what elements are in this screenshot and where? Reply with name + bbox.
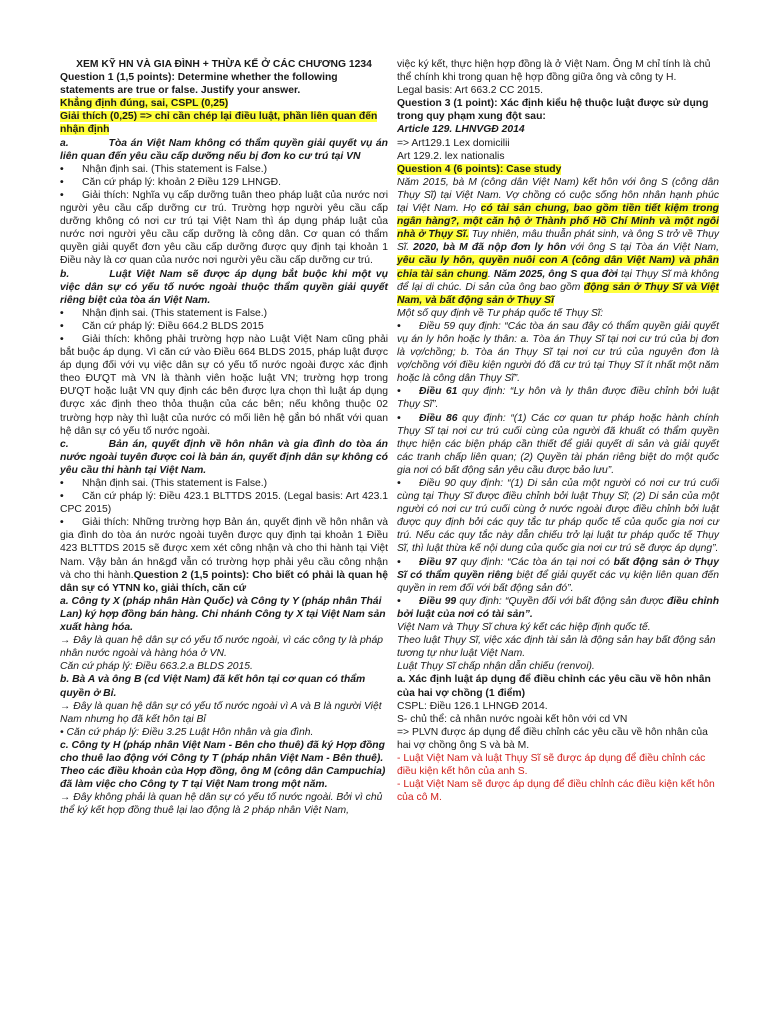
left-column bbox=[60, 58, 388, 817]
highlight-text: Giải thích (0,25) => chỉ cần chép lại điều luật, phần liên quan đến nhận định bbox=[60, 111, 378, 136]
statement-a bbox=[60, 137, 388, 163]
bullet-text: Căn cứ pháp lý: khoản 2 Điều 129 LHNGĐ. bbox=[82, 176, 281, 188]
item-label: c. bbox=[60, 438, 69, 450]
bullet-text: Căn cứ pháp lý: Điều 664.2 BLDS 2015 bbox=[82, 320, 264, 332]
article-label: Điều 97 bbox=[419, 556, 457, 568]
statement-b bbox=[60, 268, 388, 307]
bullet-text: Căn cứ pháp lý: Điều 423.1 BLTTDS 2015. (Legal basis: Art 423.1 CPC 2015) bbox=[60, 491, 388, 516]
answer-line: S- chủ thể: cả nhân nước ngoài kết hôn với cd VN bbox=[397, 713, 628, 725]
rule-article-61 bbox=[397, 385, 719, 411]
note-line: Luật Thụy Sĩ chấp nhận dẫn chiếu (renvoi). bbox=[397, 661, 595, 673]
bullet-item bbox=[60, 307, 388, 320]
document-title: XEM KỸ HN VÀ GIA ĐÌNH + THỪA KẾ Ở CÁC CHƯƠNG 1234 bbox=[76, 59, 372, 70]
rule-article-99 bbox=[397, 595, 719, 621]
right-column bbox=[397, 58, 719, 804]
bullet-icon: • bbox=[60, 333, 64, 345]
statement-text: Bản án, quyết định về hôn nhân và gia đình do tòa án nước ngoài tuyên được coi là bản án, quyết định dân sự không có yêu cầu thi hành tại Việt Nam. bbox=[60, 438, 388, 476]
bullet-icon: • bbox=[397, 595, 401, 607]
answer-2b: → Đây là quan hệ dân sự có yếu tố nước ngoài vì A và B là người Việt Nam nhưng họ đã kết hôn tại Bỉ bbox=[60, 700, 382, 725]
item-label: b. bbox=[60, 268, 70, 280]
bullet-item bbox=[60, 333, 388, 438]
bullet-icon: • bbox=[397, 320, 401, 332]
question-2b: b. Bà A và ông B (cd Việt Nam) đã kết hôn tại cơ quan có thẩm quyền ở Bỉ. bbox=[60, 674, 366, 699]
bold-text: bất động sản ở Thụy Sĩ có thẩm quyền riêng bbox=[397, 556, 719, 581]
answer-line-red: - Luật Việt Nam và luật Thụy Sĩ sẽ được áp dụng để điều chỉnh các điều kiện kết hôn của anh S. bbox=[397, 752, 706, 778]
bullet-item bbox=[60, 176, 388, 189]
question-2c: c. Công ty H (pháp nhân Việt Nam - Bên cho thuê) đã ký Hợp đồng cho thuê lao động với Công ty T (pháp nhân Việt Nam - Bên thuê). Theo các điều khoản của Hợp đồng, ông M (công dân Campuchia) đã làm việc cho Công ty T tại Việt Nam trong một năm. bbox=[60, 739, 386, 791]
answer-2c: → Đây không phải là quan hệ dân sự có yếu tố nước ngoài. Bởi vì chủ thể ký kết hợp đồng thuê lại lao động là 2 pháp nhân Việt Nam, bbox=[60, 792, 383, 817]
statement-text: Tòa án Việt Nam không có thẩm quyền giải quyết vụ án liên quan đến yêu cầu cấp dưỡng nếu bị đơn ko cư trú tại VN bbox=[60, 137, 388, 162]
rule-article-59 bbox=[397, 320, 719, 385]
case-text: Tuy nhiên, mâu thuẫn phát sinh, và ông S trở về Thụy Sĩ. bbox=[397, 229, 719, 254]
answer-2c-continued: việc ký kết, thực hiện hợp đồng là ở Việt Nam. Ông M chỉ tính là chủ thể chính khi trong quan hệ hợp đồng giữa ông và công ty H. bbox=[397, 59, 711, 84]
highlight-text: có tài sản chung, bao gồm tiền tiết kiệm trong ngân hàng?, một căn hộ ở Thành phố Hồ Chí Minh và một ngôi nhà ở Thụy Sĩ. bbox=[397, 203, 719, 241]
instruction-explain bbox=[60, 110, 388, 136]
instruction-true-false bbox=[60, 97, 388, 110]
question-2a: a. Công ty X (pháp nhân Hàn Quốc) và Công ty Y (pháp nhân Thái Lan) ký hợp đồng bán hàng. Chi nhánh Công ty X tại Việt Nam sản xuất hàng hóa. bbox=[60, 595, 386, 634]
case-text: với ông S tại Tòa án Việt Nam, bbox=[566, 242, 719, 254]
bullet-text: quy định: “Ly hôn và ly thân được điều chỉnh bởi luật Thụy Sĩ”. bbox=[397, 386, 720, 411]
answer-line: => PLVN được áp dụng để điều chỉnh các yêu cầu về hôn nhân của hai vợ chồng ông S và bà M. bbox=[397, 726, 708, 751]
bullet-icon: • bbox=[60, 491, 64, 503]
rule-article-90 bbox=[397, 477, 719, 556]
note-line: Theo luật Thụy Sĩ, việc xác định tài sản là động sản hay bất động sản tương tự như luật Việt Nam. bbox=[397, 635, 716, 660]
bullet-text: quy định: “(1) Các cơ quan tư pháp hoặc hành chính Thụy Sĩ tại nơi cư trú cuối cùng của người đã khuất có thẩm quyền thực hiện các biện pháp cần thiết để giải quyết di sản và giải quyết các tranh chấp liên quan; (2) Quyền tài phán riêng biệt do một quốc gia nơi có bất động sản yêu cầu được bảo lưu”. bbox=[397, 412, 719, 476]
bullet-text: Nhận định sai. (This statement is False.) bbox=[82, 478, 268, 489]
question-1-heading: Question 1 (1,5 points): Determine whether the following statements are true or false. Justify your answer. bbox=[60, 72, 338, 97]
legal-basis-2a: Căn cứ pháp lý: Điều 663.2.a BLDS 2015. bbox=[60, 661, 253, 673]
case-question-a: a. Xác định luật áp dụng để điều chỉnh các yêu cầu về hôn nhân của hai vợ chồng (1 điểm) bbox=[397, 674, 711, 699]
bullet-icon: • bbox=[397, 386, 401, 398]
article-label: Điều 99 bbox=[419, 595, 457, 607]
bullet-icon: • bbox=[60, 517, 64, 529]
bullet-icon: • bbox=[397, 478, 401, 489]
answer-3-line: => Art129.1 Lex domicilii bbox=[397, 137, 510, 149]
bullet-text: Điều 90 quy định: “(1) Di sản của một người có nơi cư trú cuối cùng tại Thụy Sĩ được điều chỉnh bởi luật Thụy Sĩ; (2) Di sản của một người có nơi cư trú cuối cùng ở nước ngoài được điều chỉnh bởi luật được quy định bởi các quy tắc tư pháp quốc tế của quốc gia nơi cư trú. Nếu các quy tắc này dẫn chiếu trở lại luật tư pháp quốc tế Thụy Sĩ, thì luật thừa kế nội dung của quốc gia nơi cư trú sẽ được áp dụng”. bbox=[397, 478, 719, 555]
case-text: Năm 2015, bà M (công dân Việt Nam) kết hôn với ông S (công dân Thụy Sĩ) tại Việt Nam. Vợ chồng có cuộc sống hôn nhân hạnh phúc tại Việt Nam. Họ bbox=[397, 176, 719, 215]
article-reference: Article 129. LHNVGĐ 2014 bbox=[397, 124, 525, 136]
question-3-heading: Question 3 (1 point): Xác định kiểu hệ thuộc luật được sử dụng trong quy phạm xung đột sau: bbox=[397, 98, 709, 123]
question-2-heading: Question 2 (1,5 points): Cho biết có phải là quan hệ dân sự có YTNN ko, giải thích, căn cứ bbox=[60, 569, 388, 594]
case-text: . bbox=[487, 268, 494, 280]
bullet-icon: • bbox=[397, 412, 401, 424]
item-label: a. bbox=[60, 137, 69, 149]
bullet-icon: • bbox=[60, 189, 64, 201]
case-study-text bbox=[397, 176, 719, 307]
bullet-text: biệt để giải quyết các vụ kiện liên quan đến quyền in rem đối với bất động sản đó”. bbox=[397, 569, 719, 594]
question-4-heading bbox=[397, 163, 719, 176]
answer-2a: → Đây là quan hệ dân sự có yếu tố nước ngoài, vì các công ty là pháp nhân nước ngoài và hàng hóa ở VN. bbox=[60, 635, 383, 660]
bullet-text: quy định: “Quyền đối với bất động sản được bbox=[456, 595, 667, 607]
statement-c bbox=[60, 438, 388, 477]
bullet-item bbox=[60, 490, 388, 516]
rule-article-97 bbox=[397, 556, 719, 595]
article-label: Điều 61 bbox=[419, 386, 458, 398]
article-label: Điều 86 bbox=[419, 412, 458, 424]
highlight-text: yêu cầu ly hôn, quyền nuôi con A (công dân Việt Nam) và phân chia tài sản chung bbox=[397, 255, 719, 280]
bullet-icon: • bbox=[60, 320, 64, 332]
bullet-text: Giải thích: Những trường hợp Bản án, quyết định về hôn nhân và gia đình do tòa án nước ngoài tuyên được quy định tại khoản 1 Điều 423 BLTTDS 2015 sẽ được xem xét công nhận và cho thi hành tại Việt Nam. Vậy bản án hn&gđ vẫn có trường hợp phải yêu cầu công nhận và cho thi hành. bbox=[60, 517, 388, 581]
pil-intro: Một số quy định về Tư pháp quốc tế Thụy Sĩ: bbox=[397, 307, 604, 319]
note-line: Việt Nam và Thụy Sĩ chưa ký kết các hiệp định quốc tế. bbox=[397, 622, 651, 634]
bullet-text: Giải thích: không phải trường hợp nào Luật Việt Nam cũng phải bắt buộc áp dụng. Vì căn cứ vào Điều 664 BLDS 2015, pháp luật được áp dụng đối với vụ việc dân sự có yếu tố nước ngoài được xác định theo ĐƯQT mà VN là thành viên hoặc luật VN; trường hợp trong ĐƯQT hoặc luật VN quy định các bên được lựa chọn thì luật áp dụng được xác định theo thỏa thuận của các bên; nếu không thuộc 02 trường hợp này thì luật của nước có mối liên hệ gắn bó nhất với quan hệ dân sự có yếu tố nước ngoài. bbox=[60, 333, 388, 437]
answer-3-line: Art 129.2. lex nationalis bbox=[397, 150, 505, 162]
bold-text: 2020, bà M đã nộp đơn ly hôn bbox=[413, 242, 567, 254]
highlight-text: Question 4 (6 points): Case study bbox=[397, 163, 562, 175]
highlight-text: Khẳng định đúng, sai, CSPL (0,25) bbox=[60, 98, 229, 110]
bullet-text: Nhận định sai. (This statement is False.) bbox=[82, 307, 268, 319]
bullet-text: Điều 59 quy định: “Các tòa án sau đây có thẩm quyền giải quyết vụ án ly hôn hoặc ly thân: a. Tòa án Thụy Sĩ tại nơi cư trú của bị đơn là vợ/chồng; b. Tòa án Thụy Sĩ tại nơi cư trú của nguyên đơn là vợ/chồng với điều kiện người đó đã cư trú tại Thụy Sĩ ít nhất một năm hoặc là công dân Thụy Sĩ”. bbox=[397, 320, 719, 385]
bullet-icon: • bbox=[60, 163, 64, 175]
bullet-icon: • bbox=[60, 307, 64, 319]
rule-article-86 bbox=[397, 412, 719, 477]
statement-text: Luật Việt Nam sẽ được áp dụng bắt buộc khi một vụ việc dân sự có yếu tố nước ngoài thuộc thẩm quyền giải quyết riêng biệt của tòa án Việt Nam. bbox=[60, 268, 388, 306]
bullet-item bbox=[60, 477, 388, 490]
legal-basis-2c: Legal basis: Art 663.2 CC 2015. bbox=[397, 85, 544, 97]
legal-basis-2b: • Căn cứ pháp lý: Điều 3.25 Luật Hôn nhân và gia đình. bbox=[60, 726, 314, 738]
bold-text: Năm 2025, ông S qua đời bbox=[493, 268, 618, 280]
bullet-icon: • bbox=[60, 478, 64, 489]
bullet-text: Nhận định sai. (This statement is False.) bbox=[82, 163, 268, 175]
bullet-text: Giải thích: Nghĩa vụ cấp dưỡng tuân theo pháp luật của nước nơi người yêu cầu cấp dưỡng cư trú. Trường hợp người yêu cầu cấp dưỡng không có nơi cư trú tại Việt Nam thì áp dụng pháp luật của nước nơi người yêu cầu cấp dưỡng là công dân. Cơ quan có thẩm quyền giải quyết đơn yêu cầu cấp dưỡng được quy định tại khoản 1 Điều này là cơ quan của nước nơi người yêu cầu cấp dưỡng cư trú. bbox=[60, 189, 388, 267]
answer-line: CSPL: Điều 126.1 LHNGĐ 2014. bbox=[397, 700, 548, 712]
bullet-icon: • bbox=[60, 176, 64, 188]
bold-text: điều chỉnh bởi luật của nơi có tài sản”. bbox=[397, 595, 720, 620]
bullet-item bbox=[60, 163, 388, 176]
highlight-text: động sản ở Thụy Sĩ và Việt Nam, và bất động sản ở Thụy Sĩ bbox=[397, 281, 719, 306]
bullet-item bbox=[60, 189, 388, 268]
case-text: tại Thụy Sĩ mà không để lại di chúc. Di sản của ông bao gồm bbox=[397, 268, 720, 293]
bullet-icon: • bbox=[397, 556, 401, 568]
bullet-item bbox=[60, 320, 388, 333]
bullet-text: quy định: “Các tòa án tại nơi có bbox=[456, 556, 614, 568]
answer-line-red: - Luật Việt Nam sẽ được áp dụng để điều chỉnh các điều kiện kết hôn của cô M. bbox=[397, 779, 715, 804]
bullet-item bbox=[60, 516, 388, 595]
